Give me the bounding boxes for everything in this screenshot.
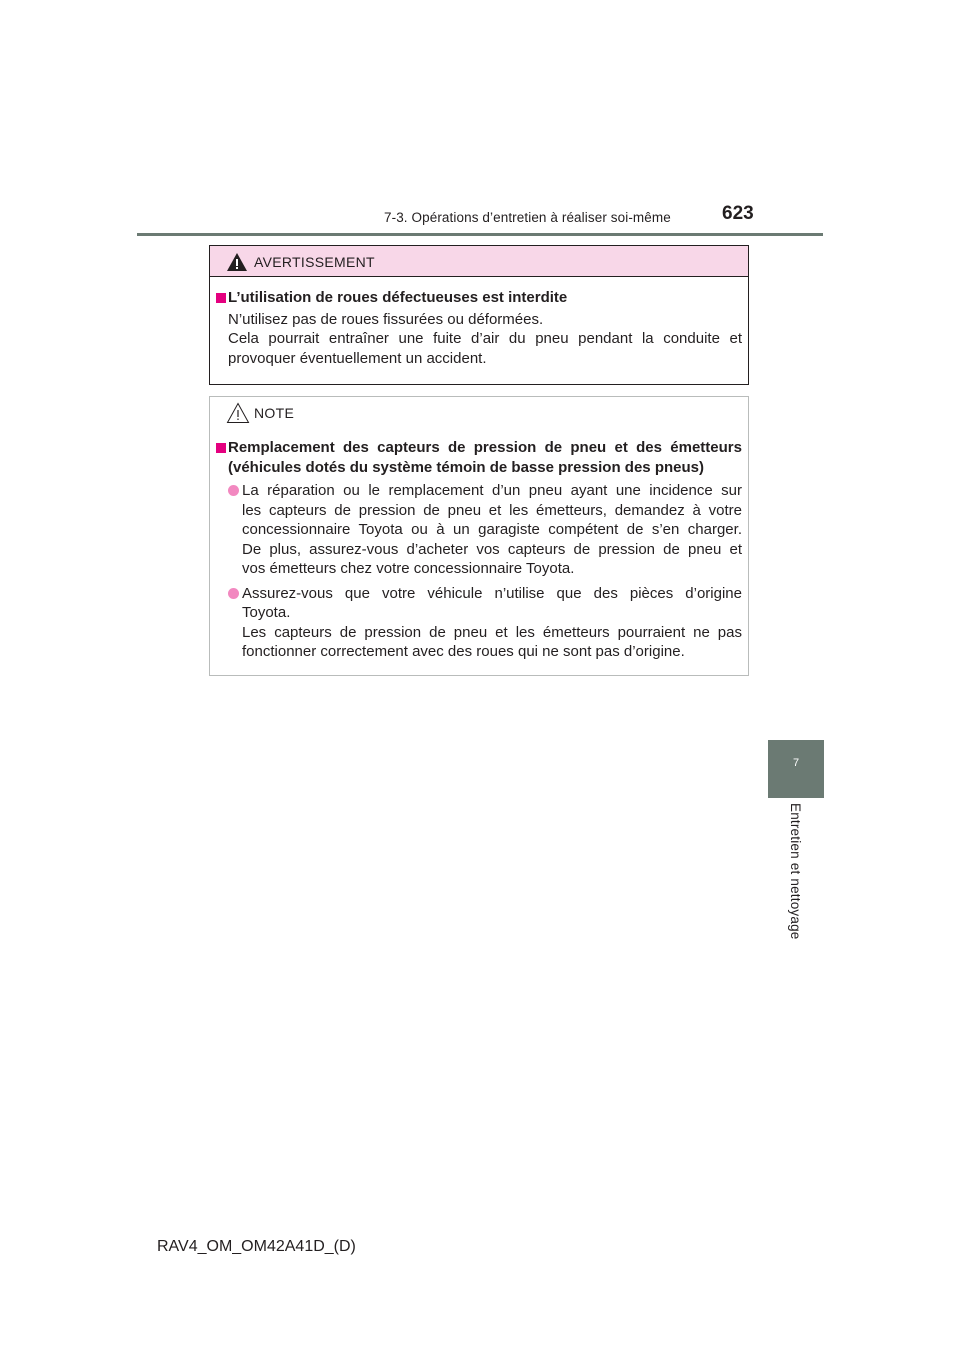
note-title: NOTE [254,405,295,421]
note-content [216,438,742,662]
warning-line: N’utilisez pas de roues fissurées ou déformées. [228,310,544,328]
caution-triangle-outline-icon [226,402,250,424]
note-heading: Remplacement des capteurs de pression de pneu et des émetteurs (véhicules dotés du système témoin de basse pression des pneus) [216,438,742,477]
chapter-tab [768,740,824,798]
note-bullet: La réparation ou le remplacement d’un pneu ayant une incidence sur les capteurs de pression de pneu et les émetteurs, demandez à votre concessionnaire Toyota ou à un garagiste compétent de s’en charger. De plus, assurez-vous d’acheter vos capteurs de pression de pneu et vos émetteurs chez votre concessionnaire Toyota. [216,481,742,579]
warning-title: AVERTISSEMENT [254,254,375,270]
warning-line: provoquer éventuellement un accident. [228,349,487,367]
magenta-square-icon [216,443,226,453]
warning-heading: L’utilisation de roues défectueuses est interdite [216,288,742,308]
header-divider [137,233,823,236]
document-code: RAV4_OM_OM42A41D_(D) [157,1238,356,1255]
note-bullet: Assurez-vous que votre véhicule n’utilise que des pièces d’origine Toyota. Les capteurs de pression de pneu et les émetteurs pourraient ne pas fonctionner correctement avec des roues qui ne sont pas d’origine. [216,584,742,662]
warning-header [210,246,748,277]
warning-line: Cela pourrait entraîner une fuite d’air du pneu pendant la conduite et [228,330,742,347]
section-title: 7-3. Opérations d’entretien à réaliser soi-même [384,210,671,225]
magenta-square-icon [216,293,226,303]
chapter-label: Entretien et nettoyage [788,803,803,940]
warning-box [209,245,749,385]
note-box [209,396,749,676]
warning-content [216,288,742,368]
bullet-dot-icon [228,588,239,599]
warning-triangle-icon [226,252,248,272]
note-header [210,397,748,427]
page-number: 623 [722,203,754,224]
bullet-dot-icon [228,485,239,496]
warning-text [216,310,742,369]
chapter-number: 7 [792,757,800,769]
